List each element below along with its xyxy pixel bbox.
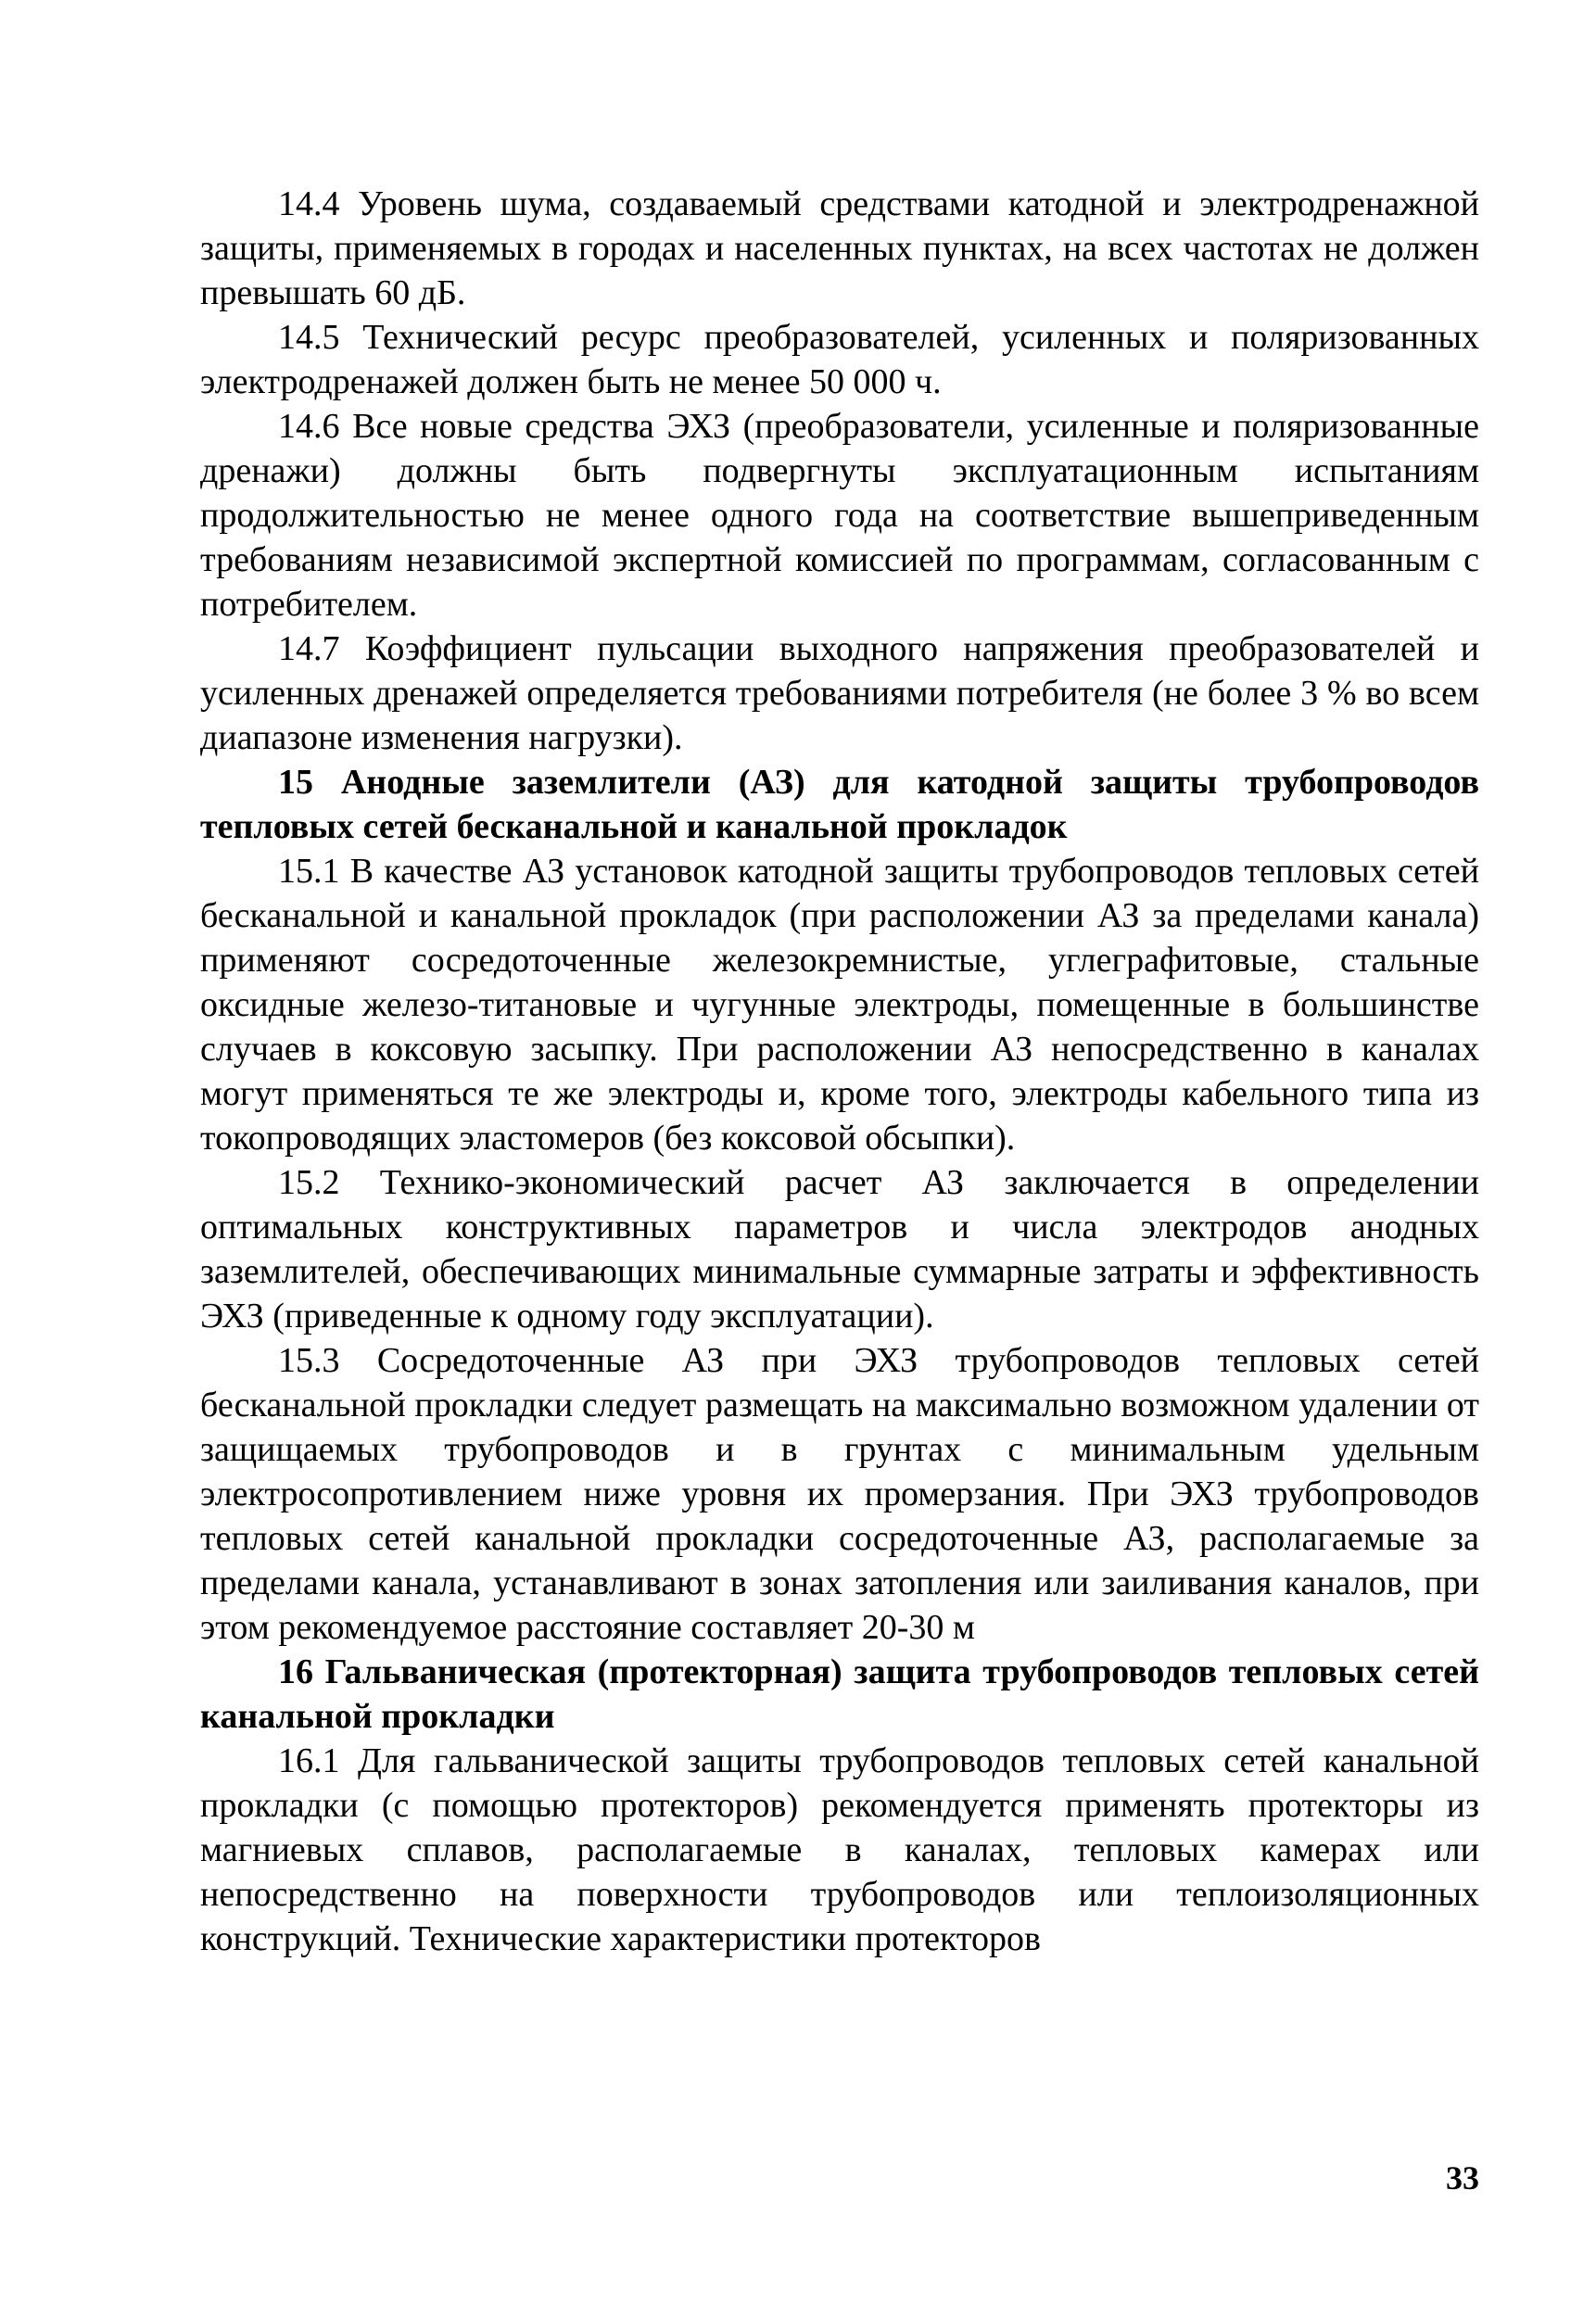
paragraph-14-7: 14.7 Коэффициент пульсации выходного напряжения преобразователей и усиленных дренажей определяется требованиями потребителя (не более 3 % во всем диапазоне изменения нагрузки). — [200, 629, 1479, 757]
section-15-heading: 15 Анодные заземлители (АЗ) для катодной защиты трубопроводов тепловых сетей бесканальной и канальной прокладок — [200, 763, 1479, 846]
paragraph-16-1: 16.1 Для гальванической защиты трубопроводов тепловых сетей канальной прокладки (с помощью протекторов) рекомендуется применять протекторы из магниевых сплавов, располагаемые в каналах, тепловых камерах или непосредственно на поверхности трубопроводов или теплоизоляционных конструкций. Технические характеристики протекторов — [200, 1741, 1479, 1958]
paragraph-15-2: 15.2 Технико-экономический расчет АЗ заключается в определении оптимальных конструктивных параметров и числа электродов анодных заземлителей, обеспечивающих минимальные суммарные затраты и эффективность ЭХЗ (приведенные к одному году эксплуатации). — [200, 1163, 1479, 1336]
paragraph-14-4: 14.4 Уровень шума, создаваемый средствами катодной и электродренажной защиты, применяемых в городах и населенных пунктах, на всех частотах не должен превышать 60 дБ. — [200, 184, 1479, 312]
paragraph-15-3: 15.3 Сосредоточенные АЗ при ЭХЗ трубопроводов тепловых сетей бесканальной прокладки следует размещать на максимально возможном удалении от защищаемых трубопроводов и в грунтах с минимальным удельным электросопротивлением ниже уровня их промерзания. При ЭХЗ трубопроводов тепловых сетей канальной прокладки сосредоточенные АЗ, располагаемые за пределами канала, устанавливают в зонах затопления или заиливания каналов, при этом рекомендуемое расстояние составляет 20-30 м — [200, 1341, 1479, 1647]
paragraph-14-6: 14.6 Все новые средства ЭХЗ (преобразователи, усиленные и поляризованные дренажи) должны быть подвергнуты эксплуатационным испытаниям продолжительностью не менее одного года на соответствие вышеприведенным требованиям независимой экспертной комиссией по программам, согласованным с потребителем. — [200, 407, 1479, 624]
paragraph-15-1: 15.1 В качестве АЗ установок катодной защиты трубопроводов тепловых сетей бесканальной и канальной прокладок (при расположении АЗ за пределами канала) применяют сосредоточенные железокремнистые, углеграфитовые, стальные оксидные железо-титановые и чугунные электроды, помещенные в большинстве случаев в коксовую засыпку. При расположении АЗ непосредственно в каналах могут применяться те же электроды и, кроме того, электроды кабельного типа из токопроводящих эластомеров (без коксовой обсыпки). — [200, 852, 1479, 1158]
section-16-heading: 16 Гальваническая (протекторная) защита трубопроводов тепловых сетей канальной прокладки — [200, 1652, 1479, 1736]
page-number: 33 — [1446, 2159, 1479, 2196]
page-content — [200, 182, 1479, 1961]
paragraph-14-5: 14.5 Технический ресурс преобразователей, усиленных и поляризованных электродренажей должен быть не менее 50 000 ч. — [200, 318, 1479, 401]
